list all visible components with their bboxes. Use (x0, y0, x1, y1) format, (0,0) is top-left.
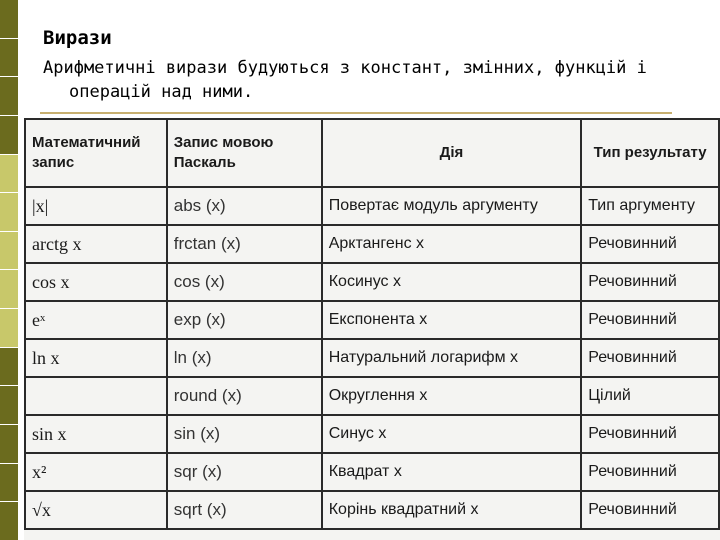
side-bar-segment (0, 269, 18, 308)
side-bar-segment (0, 115, 18, 154)
cell-result: Речовинний (581, 339, 719, 377)
table-row (25, 491, 719, 529)
side-bar-segment (0, 463, 18, 502)
table-row (25, 453, 719, 491)
cell-pascal: ln (x) (167, 339, 322, 377)
side-bar-segment (0, 501, 18, 540)
cell-pascal: frctan (x) (167, 225, 322, 263)
header-result: Тип результату (581, 119, 719, 187)
table-row (25, 415, 719, 453)
cell-math: cos x (25, 263, 167, 301)
side-bar-segment (0, 0, 18, 38)
table-header-row (25, 119, 719, 187)
side-bar-segment (0, 154, 18, 193)
cell-pascal: cos (x) (167, 263, 322, 301)
cell-pascal: exp (x) (167, 301, 322, 339)
cell-result: Речовинний (581, 301, 719, 339)
cell-action: Косинус x (322, 263, 582, 301)
intro-line-2: операцій над ними. (69, 82, 254, 102)
side-bar-segment (0, 424, 18, 463)
slide-side-bar (0, 0, 18, 540)
cell-pascal: sqr (x) (167, 453, 322, 491)
table-row (25, 225, 719, 263)
table-row (25, 187, 719, 225)
cell-result: Речовинний (581, 491, 719, 529)
cell-result: Речовинний (581, 453, 719, 491)
side-bar-segment (0, 192, 18, 231)
side-bar-segment (0, 38, 18, 77)
cell-action: Синус x (322, 415, 582, 453)
cell-math: x² (25, 453, 167, 491)
cell-math: eˣ (25, 301, 167, 339)
header-math: Математичний запис (25, 119, 167, 187)
intro-line-1: Арифметичні вирази будуються з констант, змінних, функцій і (43, 58, 647, 78)
cell-action: Корінь квадратний x (322, 491, 582, 529)
header-pascal: Запис мовою Паскаль (167, 119, 322, 187)
functions-table (24, 118, 720, 530)
cell-result: Цілий (581, 377, 719, 415)
cell-result: Речовинний (581, 415, 719, 453)
cell-pascal: abs (x) (167, 187, 322, 225)
cell-math: √x (25, 491, 167, 529)
header-action: Дія (322, 119, 582, 187)
divider (40, 112, 672, 114)
table-row (25, 377, 719, 415)
cell-action: Експонента x (322, 301, 582, 339)
cell-math: ln x (25, 339, 167, 377)
cell-pascal: sin (x) (167, 415, 322, 453)
side-bar-segment (0, 308, 18, 347)
functions-table-image (24, 118, 720, 540)
cell-math (25, 377, 167, 415)
cell-action: Квадрат x (322, 453, 582, 491)
slide-title: Вирази (43, 27, 112, 49)
side-bar-segment (0, 231, 18, 270)
cell-result: Тип аргументу (581, 187, 719, 225)
cell-action: Повертає модуль аргументу (322, 187, 582, 225)
table-row (25, 301, 719, 339)
cell-result: Речовинний (581, 263, 719, 301)
side-bar-segment (0, 385, 18, 424)
cell-pascal: sqrt (x) (167, 491, 322, 529)
table-row (25, 339, 719, 377)
table-row (25, 263, 719, 301)
cell-pascal: round (x) (167, 377, 322, 415)
cell-math: sin x (25, 415, 167, 453)
cell-action: Арктангенс x (322, 225, 582, 263)
intro-text (43, 56, 708, 104)
cell-action: Натуральний логарифм x (322, 339, 582, 377)
cell-action: Округлення x (322, 377, 582, 415)
side-bar-segment (0, 76, 18, 115)
side-bar-segment (0, 347, 18, 386)
cell-math: |x| (25, 187, 167, 225)
cell-math: arctg x (25, 225, 167, 263)
cell-result: Речовинний (581, 225, 719, 263)
